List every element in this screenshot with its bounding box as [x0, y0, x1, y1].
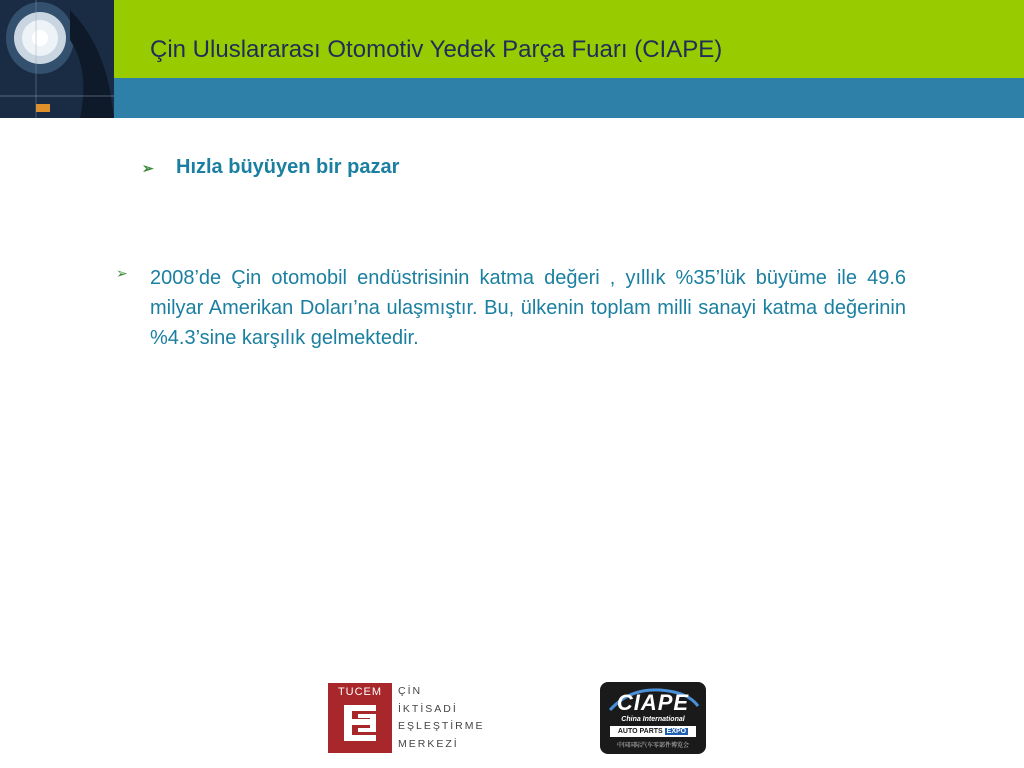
ciape-line2 — [610, 726, 696, 737]
tucem-line: EŞLEŞTİRME — [398, 720, 485, 732]
tucem-symbol-icon — [328, 683, 392, 753]
slide-title: Çin Uluslararası Otomotiv Yedek Parça Fuarı (CIAPE) — [150, 36, 723, 63]
ciape-line1: China International — [621, 716, 685, 723]
tucem-logo — [328, 683, 488, 755]
tucem-line: ÇİN — [398, 685, 423, 697]
tucem-line: MERKEZİ — [398, 737, 459, 750]
header-car-image — [0, 0, 114, 118]
title-bar — [114, 0, 1024, 78]
ciape-expo: EXPO — [666, 728, 687, 735]
tucem-line: İKTİSADİ — [398, 702, 458, 715]
tucem-text — [398, 683, 490, 753]
tucem-emblem — [328, 683, 392, 753]
bullet-paragraph — [116, 263, 916, 353]
arrow-bullet-icon: ➢ — [116, 265, 128, 281]
ciape-logo — [600, 682, 706, 754]
ciape-wordmark: CIAPE — [616, 690, 690, 715]
tucem-label: TUCEM — [337, 686, 383, 698]
bullet-text: 2008’de Çin otomobil endüstrisinin katma değeri , yıllık %35’lük büyüme ile 49.6 milyar Amerikan Doları’na ulaşmıştır. Bu, ülkenin toplam milli sanayi katma değerinin %4.3’sine karşılık gelmektedir. — [150, 267, 906, 349]
ciape-auto-parts: AUTO PARTS — [617, 728, 663, 735]
header-blue-band — [114, 78, 1024, 118]
section-subtitle — [142, 156, 399, 179]
subtitle-text: Hızla büyüyen bir pazar — [176, 156, 400, 178]
car-headlight-icon — [0, 0, 114, 118]
arrow-bullet-icon: ➢ — [142, 160, 154, 176]
ciape-line3: 中国国际汽车零部件博览会 — [616, 743, 689, 749]
